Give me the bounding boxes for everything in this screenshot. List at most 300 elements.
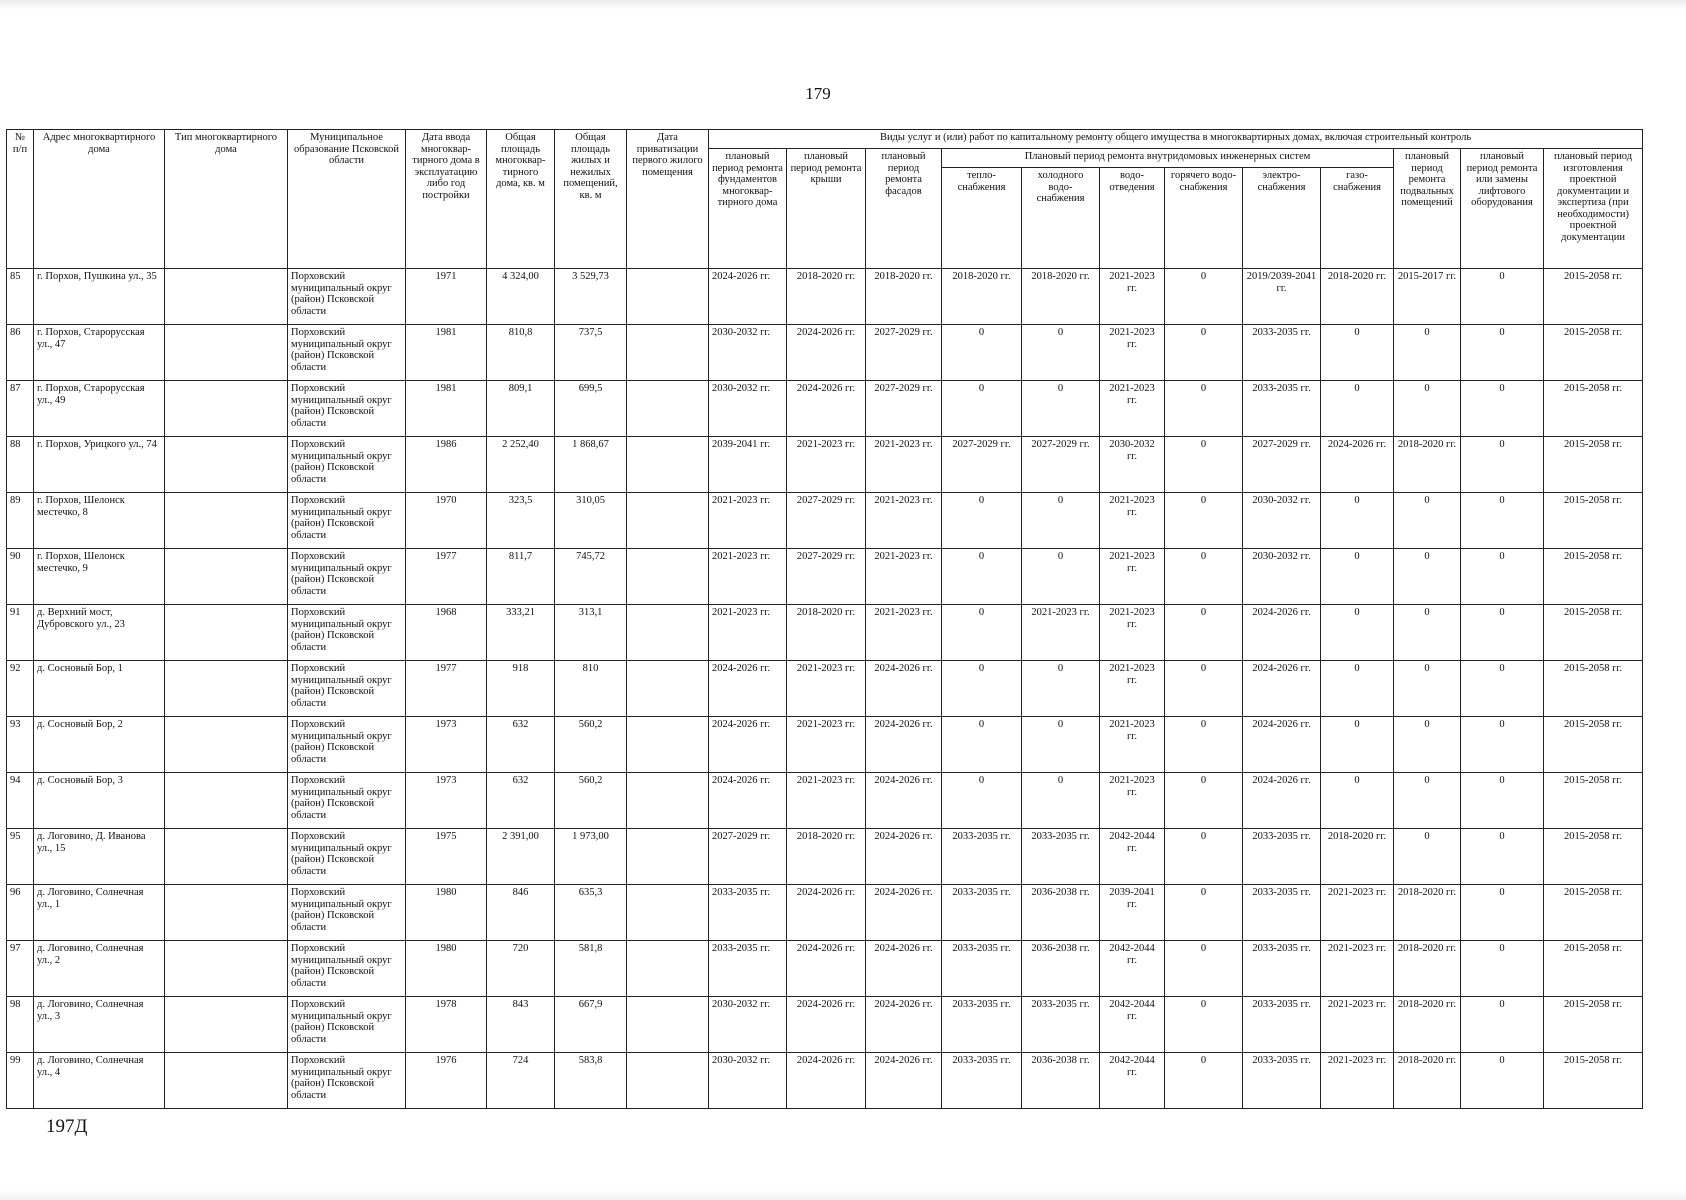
cell-type <box>165 605 288 661</box>
header-municipality: Муниципальное образование Псковской области <box>288 130 406 269</box>
cell-living-area: 560,2 <box>555 773 627 829</box>
header-address: Адрес многоквартирного дома <box>34 130 165 269</box>
cell-cold-water: 0 <box>1022 661 1100 717</box>
cell-design: 2015-2058 гг. <box>1544 549 1643 605</box>
cell-cold-water: 2033-2035 гг. <box>1022 997 1100 1053</box>
cell-roof: 2021-2023 гг. <box>787 437 866 493</box>
cell-design: 2015-2058 гг. <box>1544 773 1643 829</box>
cell-type <box>165 885 288 941</box>
cell-foundation: 2024-2026 гг. <box>709 773 787 829</box>
table-row <box>7 829 1643 885</box>
cell-foundation: 2030-2032 гг. <box>709 1053 787 1109</box>
cell-gas: 0 <box>1321 325 1394 381</box>
cell-municipality: Порховский муниципальный округ (район) Псковской области <box>288 661 406 717</box>
cell-num: 96 <box>7 885 34 941</box>
cell-num: 88 <box>7 437 34 493</box>
cell-privatization <box>627 381 709 437</box>
cell-foundation: 2021-2023 гг. <box>709 605 787 661</box>
cell-privatization <box>627 773 709 829</box>
cell-year: 1976 <box>406 1053 487 1109</box>
table-row <box>7 381 1643 437</box>
cell-living-area: 1 868,67 <box>555 437 627 493</box>
cell-num: 86 <box>7 325 34 381</box>
header-foundation: плановый период ремонта фундаментов многоквар-тирного дома <box>709 149 787 269</box>
cell-facade: 2027-2029 гг. <box>866 325 942 381</box>
cell-hot-water: 0 <box>1165 941 1243 997</box>
cell-municipality: Порховский муниципальный округ (район) Псковской области <box>288 549 406 605</box>
cell-facade: 2024-2026 гг. <box>866 885 942 941</box>
cell-elevator: 0 <box>1461 773 1544 829</box>
cell-municipality: Порховский муниципальный округ (район) Псковской области <box>288 605 406 661</box>
cell-heating: 2027-2029 гг. <box>942 437 1022 493</box>
cell-municipality: Порховский муниципальный округ (район) Псковской области <box>288 997 406 1053</box>
cell-address: г. Порхов, Старорусская ул., 47 <box>34 325 165 381</box>
table-row <box>7 997 1643 1053</box>
cell-total-area: 2 252,40 <box>487 437 555 493</box>
header-elevator: плановый период ремонта или замены лифтового оборудования <box>1461 149 1544 269</box>
cell-facade: 2027-2029 гг. <box>866 381 942 437</box>
cell-privatization <box>627 269 709 325</box>
register-body <box>7 269 1643 1109</box>
cell-address: д. Логовино, Д. Иванова ул., 15 <box>34 829 165 885</box>
cell-num: 90 <box>7 549 34 605</box>
cell-num: 95 <box>7 829 34 885</box>
table-row <box>7 269 1643 325</box>
cell-type <box>165 381 288 437</box>
cell-privatization <box>627 605 709 661</box>
cell-sewer: 2021-2023 гг. <box>1100 493 1165 549</box>
cell-electric: 2033-2035 гг. <box>1243 381 1321 437</box>
cell-facade: 2021-2023 гг. <box>866 549 942 605</box>
cell-num: 92 <box>7 661 34 717</box>
cell-hot-water: 0 <box>1165 997 1243 1053</box>
cell-basement: 0 <box>1394 773 1461 829</box>
header-heating: тепло-снабжения <box>942 168 1022 269</box>
cell-facade: 2018-2020 гг. <box>866 269 942 325</box>
cell-cold-water: 0 <box>1022 717 1100 773</box>
cell-heating: 2033-2035 гг. <box>942 885 1022 941</box>
cell-gas: 0 <box>1321 773 1394 829</box>
cell-year: 1981 <box>406 381 487 437</box>
cell-heating: 2033-2035 гг. <box>942 1053 1022 1109</box>
cell-electric: 2024-2026 гг. <box>1243 773 1321 829</box>
cell-sewer: 2021-2023 гг. <box>1100 269 1165 325</box>
cell-privatization <box>627 437 709 493</box>
cell-cold-water: 2027-2029 гг. <box>1022 437 1100 493</box>
cell-address: г. Порхов, Старорусская ул., 49 <box>34 381 165 437</box>
cell-electric: 2024-2026 гг. <box>1243 661 1321 717</box>
cell-gas: 0 <box>1321 605 1394 661</box>
table-row <box>7 885 1643 941</box>
cell-gas: 2021-2023 гг. <box>1321 1053 1394 1109</box>
cell-basement: 2018-2020 гг. <box>1394 437 1461 493</box>
cell-basement: 0 <box>1394 661 1461 717</box>
cell-privatization <box>627 717 709 773</box>
cell-foundation: 2021-2023 гг. <box>709 549 787 605</box>
cell-roof: 2024-2026 гг. <box>787 885 866 941</box>
cell-sewer: 2021-2023 гг. <box>1100 325 1165 381</box>
table-row <box>7 437 1643 493</box>
cell-facade: 2024-2026 гг. <box>866 1053 942 1109</box>
cell-year: 1971 <box>406 269 487 325</box>
cell-gas: 0 <box>1321 381 1394 437</box>
cell-elevator: 0 <box>1461 829 1544 885</box>
cell-type <box>165 549 288 605</box>
header-roof: плановый период ремонта крыши <box>787 149 866 269</box>
cell-living-area: 581,8 <box>555 941 627 997</box>
cell-living-area: 310,05 <box>555 493 627 549</box>
cell-year: 1980 <box>406 885 487 941</box>
cell-electric: 2033-2035 гг. <box>1243 941 1321 997</box>
cell-hot-water: 0 <box>1165 493 1243 549</box>
cell-basement: 0 <box>1394 549 1461 605</box>
cell-cold-water: 2036-2038 гг. <box>1022 1053 1100 1109</box>
table-row <box>7 493 1643 549</box>
cell-design: 2015-2058 гг. <box>1544 997 1643 1053</box>
cell-heating: 0 <box>942 717 1022 773</box>
cell-cold-water: 2036-2038 гг. <box>1022 941 1100 997</box>
cell-basement: 0 <box>1394 717 1461 773</box>
cell-num: 93 <box>7 717 34 773</box>
cell-address: д. Логовино, Солнечная ул., 4 <box>34 1053 165 1109</box>
cell-heating: 0 <box>942 325 1022 381</box>
cell-living-area: 667,9 <box>555 997 627 1053</box>
cell-heating: 2033-2035 гг. <box>942 997 1022 1053</box>
cell-total-area: 323,5 <box>487 493 555 549</box>
cell-year: 1980 <box>406 941 487 997</box>
cell-elevator: 0 <box>1461 941 1544 997</box>
cell-foundation: 2030-2032 гг. <box>709 325 787 381</box>
cell-basement: 0 <box>1394 325 1461 381</box>
table-row <box>7 941 1643 997</box>
cell-hot-water: 0 <box>1165 325 1243 381</box>
cell-living-area: 560,2 <box>555 717 627 773</box>
cell-elevator: 0 <box>1461 1053 1544 1109</box>
cell-cold-water: 0 <box>1022 549 1100 605</box>
cell-address: г. Порхов, Урицкого ул., 74 <box>34 437 165 493</box>
cell-sewer: 2042-2044 гг. <box>1100 1053 1165 1109</box>
cell-design: 2015-2058 гг. <box>1544 325 1643 381</box>
cell-electric: 2019/2039-2041 гг. <box>1243 269 1321 325</box>
cell-year: 1986 <box>406 437 487 493</box>
cell-cold-water: 0 <box>1022 773 1100 829</box>
cell-roof: 2024-2026 гг. <box>787 941 866 997</box>
cell-address: д. Логовино, Солнечная ул., 1 <box>34 885 165 941</box>
cell-hot-water: 0 <box>1165 269 1243 325</box>
cell-hot-water: 0 <box>1165 381 1243 437</box>
cell-hot-water: 0 <box>1165 605 1243 661</box>
cell-heating: 2033-2035 гг. <box>942 829 1022 885</box>
cell-design: 2015-2058 гг. <box>1544 717 1643 773</box>
cell-sewer: 2021-2023 гг. <box>1100 717 1165 773</box>
cell-type <box>165 717 288 773</box>
cell-gas: 2021-2023 гг. <box>1321 997 1394 1053</box>
cell-privatization <box>627 325 709 381</box>
cell-sewer: 2042-2044 гг. <box>1100 941 1165 997</box>
cell-num: 98 <box>7 997 34 1053</box>
cell-total-area: 2 391,00 <box>487 829 555 885</box>
cell-living-area: 699,5 <box>555 381 627 437</box>
cell-elevator: 0 <box>1461 493 1544 549</box>
cell-roof: 2021-2023 гг. <box>787 661 866 717</box>
cell-basement: 2018-2020 гг. <box>1394 997 1461 1053</box>
cell-sewer: 2042-2044 гг. <box>1100 829 1165 885</box>
cell-roof: 2024-2026 гг. <box>787 997 866 1053</box>
cell-electric: 2024-2026 гг. <box>1243 717 1321 773</box>
cell-total-area: 843 <box>487 997 555 1053</box>
cell-sewer: 2021-2023 гг. <box>1100 773 1165 829</box>
cell-gas: 0 <box>1321 717 1394 773</box>
cell-address: г. Порхов, Шелонск местечко, 8 <box>34 493 165 549</box>
cell-electric: 2027-2029 гг. <box>1243 437 1321 493</box>
cell-heating: 0 <box>942 549 1022 605</box>
table-row <box>7 549 1643 605</box>
cell-sewer: 2021-2023 гг. <box>1100 605 1165 661</box>
cell-elevator: 0 <box>1461 885 1544 941</box>
cell-facade: 2024-2026 гг. <box>866 829 942 885</box>
cell-basement: 0 <box>1394 605 1461 661</box>
cell-foundation: 2030-2032 гг. <box>709 381 787 437</box>
cell-design: 2015-2058 гг. <box>1544 661 1643 717</box>
cell-year: 1977 <box>406 549 487 605</box>
cell-gas: 2018-2020 гг. <box>1321 829 1394 885</box>
cell-design: 2015-2058 гг. <box>1544 829 1643 885</box>
cell-living-area: 583,8 <box>555 1053 627 1109</box>
cell-municipality: Порховский муниципальный округ (район) Псковской области <box>288 493 406 549</box>
cell-sewer: 2021-2023 гг. <box>1100 661 1165 717</box>
table-row <box>7 717 1643 773</box>
header-total-area: Общая площадь многоквар-тирного дома, кв. м <box>487 130 555 269</box>
header-num: № п/п <box>7 130 34 269</box>
header-cold-water: холодного водо-снабжения <box>1022 168 1100 269</box>
cell-electric: 2033-2035 гг. <box>1243 1053 1321 1109</box>
cell-design: 2015-2058 гг. <box>1544 493 1643 549</box>
cell-basement: 0 <box>1394 493 1461 549</box>
cell-gas: 0 <box>1321 549 1394 605</box>
cell-privatization <box>627 493 709 549</box>
header-privatization: Дата приватизации первого жилого помещения <box>627 130 709 269</box>
cell-municipality: Порховский муниципальный округ (район) Псковской области <box>288 325 406 381</box>
cell-sewer: 2030-2032 гг. <box>1100 437 1165 493</box>
cell-foundation: 2033-2035 гг. <box>709 885 787 941</box>
cell-total-area: 4 324,00 <box>487 269 555 325</box>
cell-foundation: 2039-2041 гг. <box>709 437 787 493</box>
header-sewer: водо-отведения <box>1100 168 1165 269</box>
cell-type <box>165 829 288 885</box>
cell-foundation: 2027-2029 гг. <box>709 829 787 885</box>
header-electric: электро-снабжения <box>1243 168 1321 269</box>
cell-year: 1973 <box>406 717 487 773</box>
cell-cold-water: 0 <box>1022 325 1100 381</box>
cell-elevator: 0 <box>1461 437 1544 493</box>
cell-foundation: 2024-2026 гг. <box>709 717 787 773</box>
cell-design: 2015-2058 гг. <box>1544 269 1643 325</box>
cell-total-area: 724 <box>487 1053 555 1109</box>
cell-electric: 2033-2035 гг. <box>1243 997 1321 1053</box>
header-facade: плановый период ремонта фасадов <box>866 149 942 269</box>
cell-facade: 2024-2026 гг. <box>866 997 942 1053</box>
cell-living-area: 1 973,00 <box>555 829 627 885</box>
cell-heating: 2033-2035 гг. <box>942 941 1022 997</box>
header-hot-water: горячего водо-снабжения <box>1165 168 1243 269</box>
cell-elevator: 0 <box>1461 269 1544 325</box>
cell-gas: 0 <box>1321 661 1394 717</box>
cell-cold-water: 2021-2023 гг. <box>1022 605 1100 661</box>
header-year: Дата ввода многоквар-тирного дома в эксплуатацию либо год постройки <box>406 130 487 269</box>
cell-municipality: Порховский муниципальный округ (район) Псковской области <box>288 885 406 941</box>
cell-heating: 0 <box>942 381 1022 437</box>
cell-gas: 2021-2023 гг. <box>1321 941 1394 997</box>
scan-edge-bottom <box>0 1190 1686 1200</box>
page-number: 179 <box>805 84 831 103</box>
cell-num: 89 <box>7 493 34 549</box>
cell-elevator: 0 <box>1461 549 1544 605</box>
cell-num: 85 <box>7 269 34 325</box>
cell-hot-water: 0 <box>1165 437 1243 493</box>
cell-foundation: 2024-2026 гг. <box>709 269 787 325</box>
header-design: плановый период изготовления проектной документации и экспертиза (при необходимости) проектной документации <box>1544 149 1643 269</box>
cell-heating: 2018-2020 гг. <box>942 269 1022 325</box>
cell-living-area: 635,3 <box>555 885 627 941</box>
cell-num: 97 <box>7 941 34 997</box>
cell-privatization <box>627 885 709 941</box>
cell-total-area: 810,8 <box>487 325 555 381</box>
cell-roof: 2018-2020 гг. <box>787 829 866 885</box>
cell-cold-water: 2036-2038 гг. <box>1022 885 1100 941</box>
cell-heating: 0 <box>942 493 1022 549</box>
cell-roof: 2024-2026 гг. <box>787 325 866 381</box>
cell-basement: 2015-2017 гг. <box>1394 269 1461 325</box>
cell-basement: 0 <box>1394 381 1461 437</box>
cell-heating: 0 <box>942 605 1022 661</box>
table-row <box>7 661 1643 717</box>
cell-basement: 2018-2020 гг. <box>1394 1053 1461 1109</box>
cell-hot-water: 0 <box>1165 773 1243 829</box>
cell-privatization <box>627 997 709 1053</box>
cell-electric: 2033-2035 гг. <box>1243 885 1321 941</box>
cell-privatization <box>627 941 709 997</box>
cell-living-area: 3 529,73 <box>555 269 627 325</box>
cell-num: 87 <box>7 381 34 437</box>
cell-roof: 2027-2029 гг. <box>787 493 866 549</box>
cell-total-area: 809,1 <box>487 381 555 437</box>
cell-sewer: 2042-2044 гг. <box>1100 997 1165 1053</box>
cell-living-area: 810 <box>555 661 627 717</box>
cell-basement: 2018-2020 гг. <box>1394 885 1461 941</box>
cell-privatization <box>627 661 709 717</box>
cell-design: 2015-2058 гг. <box>1544 605 1643 661</box>
cell-num: 91 <box>7 605 34 661</box>
cell-total-area: 811,7 <box>487 549 555 605</box>
cell-type <box>165 493 288 549</box>
cell-type <box>165 773 288 829</box>
cell-foundation: 2024-2026 гг. <box>709 661 787 717</box>
cell-year: 1968 <box>406 605 487 661</box>
cell-elevator: 0 <box>1461 997 1544 1053</box>
cell-living-area: 737,5 <box>555 325 627 381</box>
cell-municipality: Порховский муниципальный округ (район) Псковской области <box>288 381 406 437</box>
repair-register-table <box>6 129 1643 1109</box>
cell-address: д. Сосновый Бор, 2 <box>34 717 165 773</box>
cell-roof: 2024-2026 гг. <box>787 381 866 437</box>
cell-address: д. Сосновый Бор, 3 <box>34 773 165 829</box>
cell-cold-water: 0 <box>1022 493 1100 549</box>
cell-facade: 2021-2023 гг. <box>866 437 942 493</box>
cell-roof: 2024-2026 гг. <box>787 1053 866 1109</box>
header-living-area: Общая площадь жилых и нежилых помещений, кв. м <box>555 130 627 269</box>
cell-design: 2015-2058 гг. <box>1544 885 1643 941</box>
cell-foundation: 2030-2032 гг. <box>709 997 787 1053</box>
cell-elevator: 0 <box>1461 381 1544 437</box>
cell-facade: 2021-2023 гг. <box>866 493 942 549</box>
table-row <box>7 773 1643 829</box>
cell-living-area: 313,1 <box>555 605 627 661</box>
table-row <box>7 605 1643 661</box>
cell-foundation: 2021-2023 гг. <box>709 493 787 549</box>
cell-elevator: 0 <box>1461 661 1544 717</box>
cell-electric: 2024-2026 гг. <box>1243 605 1321 661</box>
cell-design: 2015-2058 гг. <box>1544 1053 1643 1109</box>
cell-facade: 2024-2026 гг. <box>866 717 942 773</box>
cell-cold-water: 2018-2020 гг. <box>1022 269 1100 325</box>
cell-roof: 2027-2029 гг. <box>787 549 866 605</box>
cell-address: г. Порхов, Пушкина ул., 35 <box>34 269 165 325</box>
cell-heating: 0 <box>942 773 1022 829</box>
cell-gas: 2021-2023 гг. <box>1321 885 1394 941</box>
cell-design: 2015-2058 гг. <box>1544 437 1643 493</box>
cell-gas: 2018-2020 гг. <box>1321 269 1394 325</box>
cell-address: д. Верхний мост, Дубровского ул., 23 <box>34 605 165 661</box>
cell-type <box>165 1053 288 1109</box>
cell-foundation: 2033-2035 гг. <box>709 941 787 997</box>
cell-gas: 0 <box>1321 493 1394 549</box>
cell-type <box>165 325 288 381</box>
cell-design: 2015-2058 гг. <box>1544 941 1643 997</box>
cell-year: 1970 <box>406 493 487 549</box>
cell-roof: 2021-2023 гг. <box>787 717 866 773</box>
cell-hot-water: 0 <box>1165 885 1243 941</box>
cell-total-area: 846 <box>487 885 555 941</box>
scan-edge-top <box>0 0 1686 10</box>
table-row <box>7 1053 1643 1109</box>
cell-total-area: 333,21 <box>487 605 555 661</box>
cell-year: 1978 <box>406 997 487 1053</box>
header-type: Тип многоквартирного дома <box>165 130 288 269</box>
cell-type <box>165 941 288 997</box>
cell-total-area: 632 <box>487 717 555 773</box>
cell-elevator: 0 <box>1461 717 1544 773</box>
cell-living-area: 745,72 <box>555 549 627 605</box>
cell-municipality: Порховский муниципальный округ (район) Псковской области <box>288 437 406 493</box>
cell-municipality: Порховский муниципальный округ (район) Псковской области <box>288 269 406 325</box>
cell-type <box>165 997 288 1053</box>
header-services-group: Виды услуг и (или) работ по капитальному ремонту общего имущества в многоквартирных домах, включая строительный контроль <box>709 130 1643 149</box>
cell-roof: 2018-2020 гг. <box>787 269 866 325</box>
cell-design: 2015-2058 гг. <box>1544 381 1643 437</box>
cell-privatization <box>627 1053 709 1109</box>
cell-roof: 2021-2023 гг. <box>787 773 866 829</box>
cell-facade: 2024-2026 гг. <box>866 661 942 717</box>
cell-gas: 2024-2026 гг. <box>1321 437 1394 493</box>
cell-hot-water: 0 <box>1165 829 1243 885</box>
cell-electric: 2030-2032 гг. <box>1243 549 1321 605</box>
cell-hot-water: 0 <box>1165 661 1243 717</box>
cell-address: г. Порхов, Шелонск местечко, 9 <box>34 549 165 605</box>
cell-total-area: 918 <box>487 661 555 717</box>
cell-municipality: Порховский муниципальный округ (район) Псковской области <box>288 941 406 997</box>
cell-basement: 2018-2020 гг. <box>1394 941 1461 997</box>
cell-electric: 2033-2035 гг. <box>1243 325 1321 381</box>
